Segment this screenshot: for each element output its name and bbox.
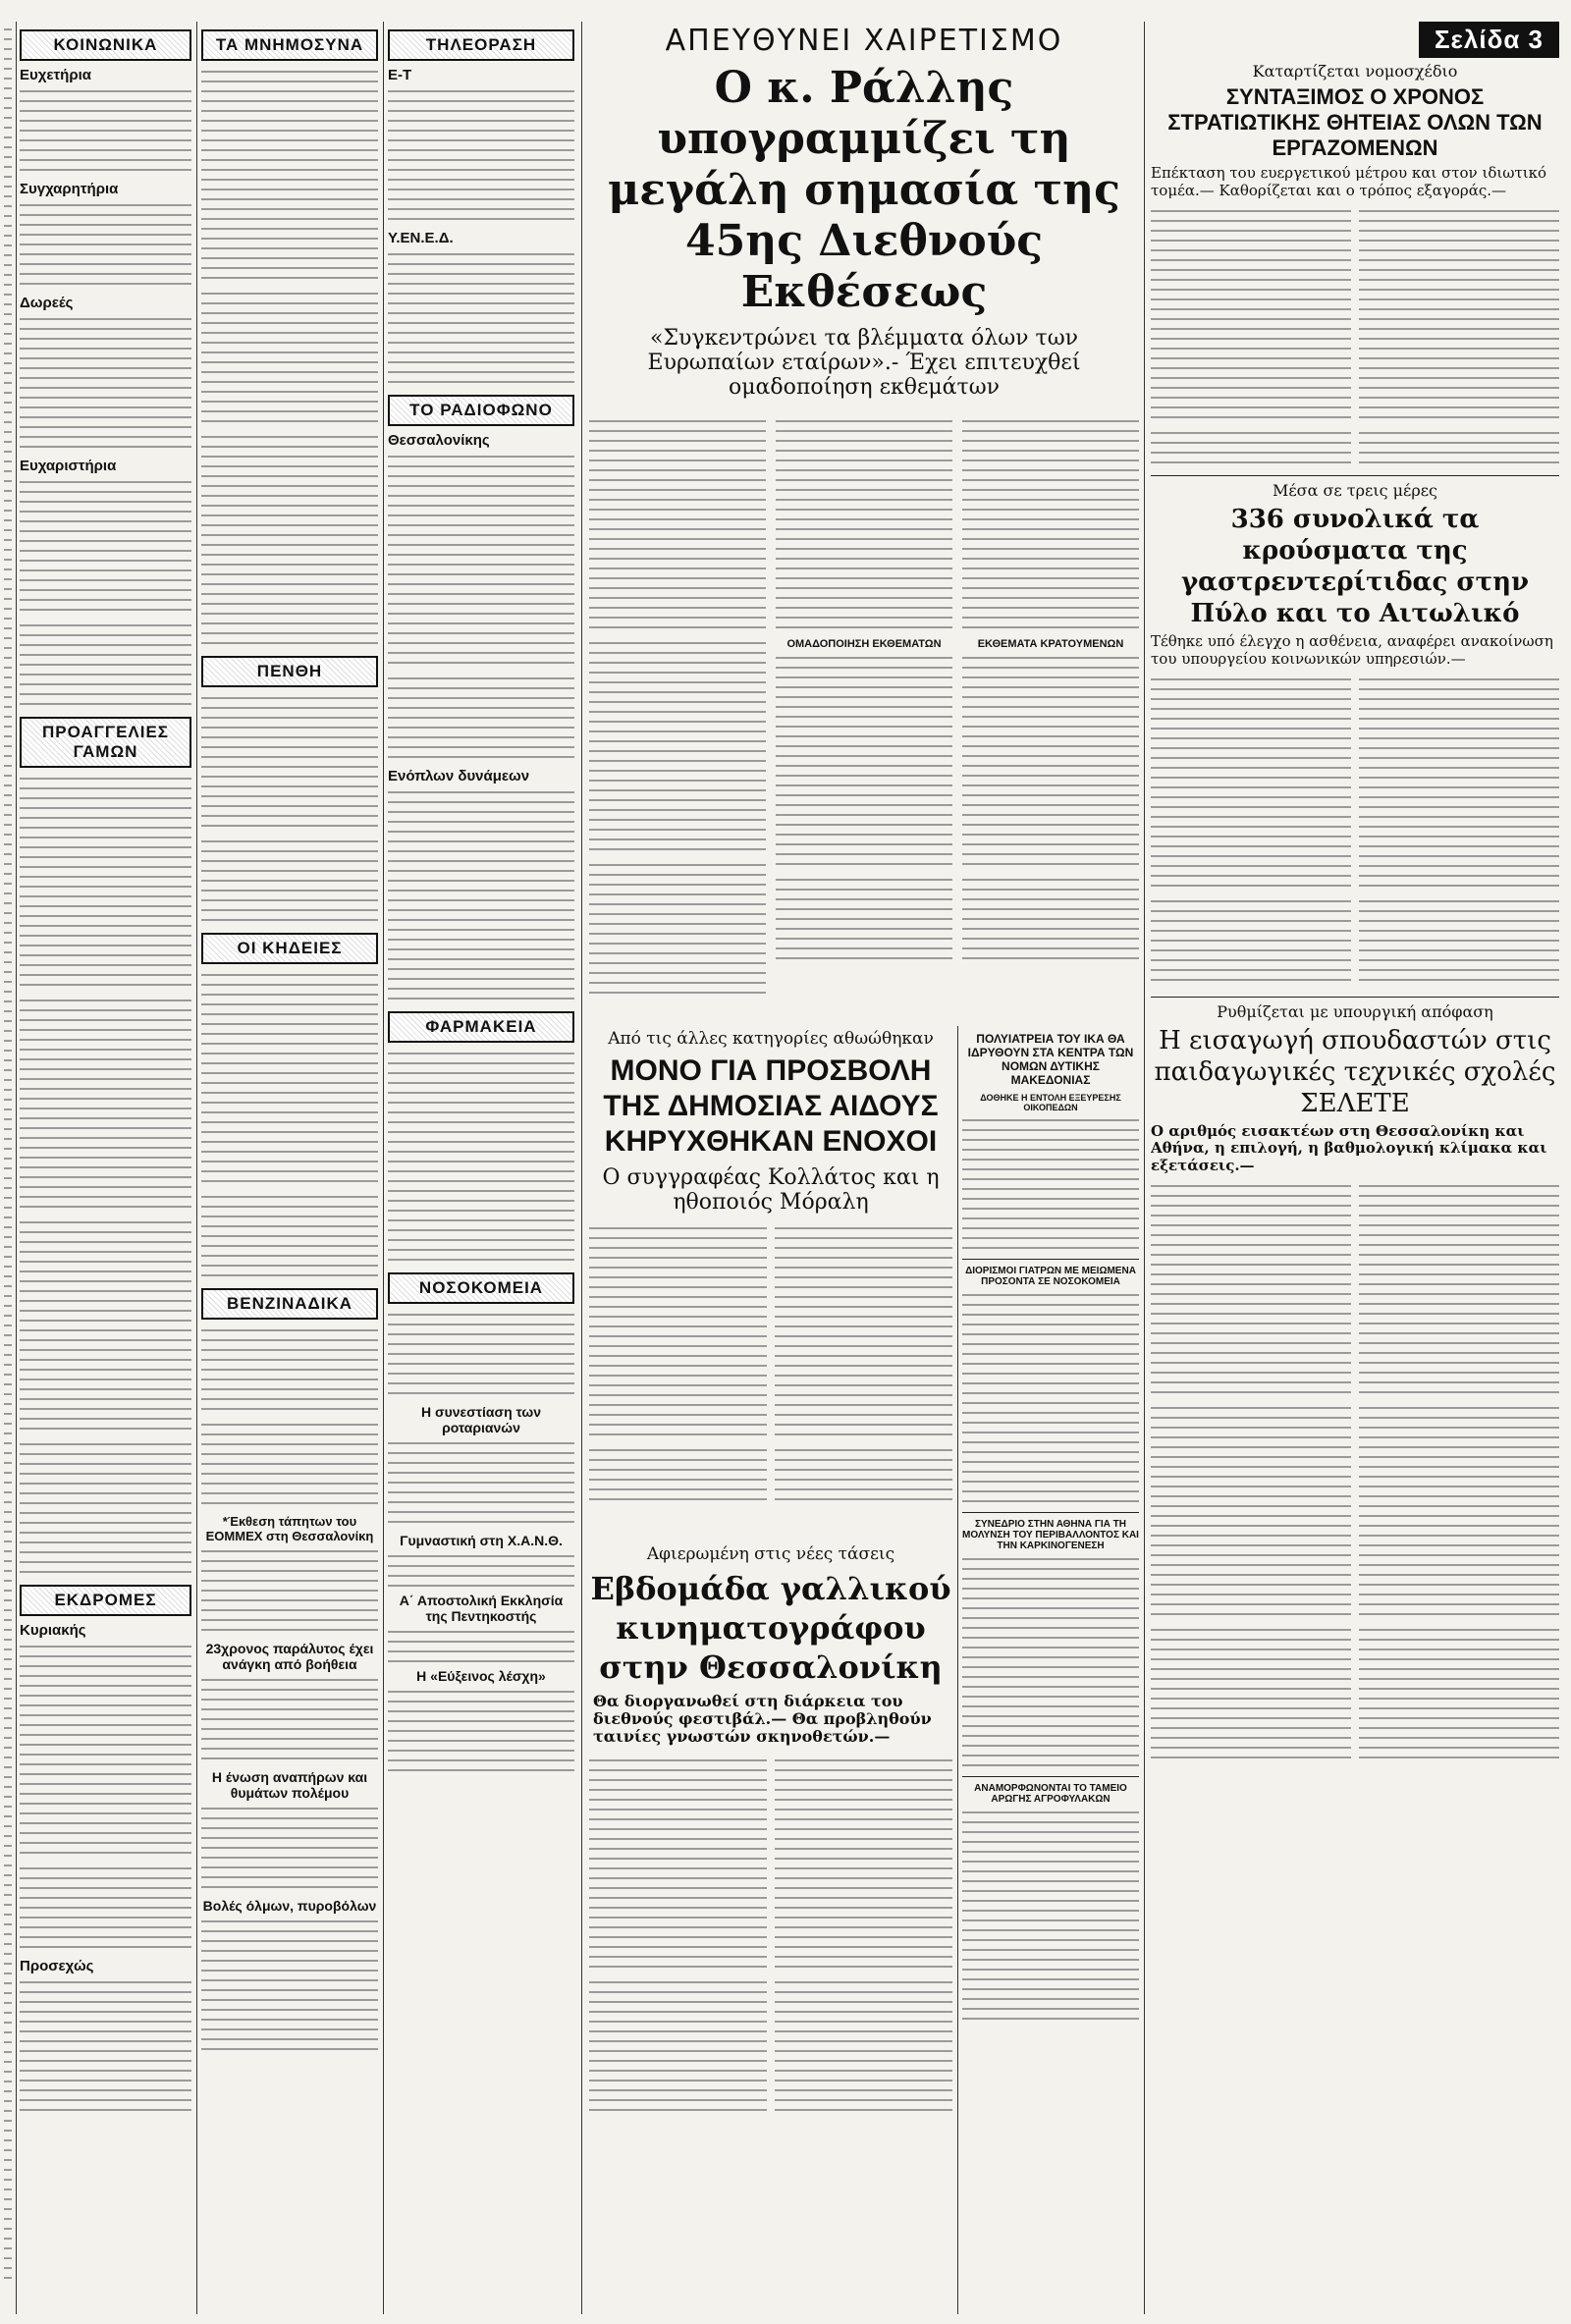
page-number-badge: Σελίδα 3	[1419, 22, 1559, 58]
section-head: ΒΕΝΖΙΝΑΔΙΚΑ	[201, 1288, 378, 1320]
story-public-decency	[589, 1026, 952, 1507]
story-head: Α΄ Αποστολική Εκκλησία της Πεντηκοστής	[399, 1593, 564, 1624]
right-headline: Η εισαγωγή σπουδαστών στις παιδαγωγικές τεχνικές σχολές ΣΕΛΕΤΕ	[1154, 1026, 1556, 1119]
short-subhead: ΔΟΘΗΚΕ Η ΕΝΤΟΛΗ ΕΞΕΥΡΕΣΗΣ ΟΙΚΟΠΕΔΩΝ	[980, 1093, 1121, 1112]
short-head: ΔΙΟΡΙΣΜΟΙ ΓΙΑΤΡΩΝ ΜΕ ΜΕΙΩΜΕΝΑ ΠΡΟΣΟΝΤΑ ΣΕ ΝΟΣΟΚΟΜΕΙΑ	[965, 1266, 1136, 1287]
column-social	[20, 22, 191, 2314]
story-head: 23χρονος παράλυτος έχει ανάγκη από βοήθεια	[205, 1641, 374, 1672]
lead-subhead: ΟΜΑΔΟΠΟΙΗΣΗ ΕΚΘΕΜΑΤΩΝ	[786, 638, 942, 651]
subhead: Ενόπλων δυνάμεων	[388, 768, 530, 784]
column-memorials	[201, 22, 378, 2314]
lead-deck: «Συγκεντρώνει τα βλέμματα όλων των Ευρωπαίων εταίρων».- Έχει επιτευχθεί ομαδοποίηση εκθεμάτων	[647, 325, 1081, 401]
right-deck: Τέθηκε υπό έλεγχο η ασθένεια, αναφέρει ανακοίνωση του υπουργείου κοινωνικών υπηρεσιών.—	[1151, 632, 1553, 668]
column-tv-radio	[388, 22, 574, 2314]
section-head: ΚΟΙΝΩΝΙΚΑ	[20, 29, 191, 61]
short-head: ΣΥΝΕΔΡΙΟ ΣΤΗΝ ΑΘΗΝΑ ΓΙΑ ΤΗ ΜΟΛΥΝΣΗ ΤΟΥ ΠΕΡΙΒΑΛΛΟΝΤΟΣ ΚΑΙ ΤΗΝ ΚΑΡΚΙΝΟΓΕΝΕΣΗ	[962, 1519, 1139, 1551]
story-deck: Θα διοργανωθεί στη διάρκεια του διεθνούς φεστιβάλ.— Θα προβληθούν ταινίες γνωστών σκηνοθετών.—	[593, 1691, 932, 1747]
subhead: Προσεχώς	[20, 1958, 94, 1974]
subhead: Ευχαριστήρια	[20, 458, 117, 474]
section-head: ΟΙ ΚΗΔΕΙΕΣ	[201, 933, 378, 964]
story-head: Η «Εύξεινος λέσχη»	[416, 1668, 546, 1684]
subhead: Θεσσαλονίκης	[388, 432, 490, 449]
lead-story	[589, 22, 1139, 1023]
right-kicker: Μέσα σε τρεις μέρες	[1273, 480, 1437, 500]
column-right	[1151, 59, 1559, 2314]
story-deck: Ο συγγραφέας Κολλάτος και η ηθοποιός Μόραλη	[602, 1164, 940, 1215]
story-kicker: Από τις άλλες κατηγορίες αθωώθηκαν	[608, 1029, 934, 1049]
lead-kicker: ΑΠΕΥΘΥΝΕΙ ΧΑΙΡΕΤΙΣΜΟ	[665, 24, 1063, 58]
section-head: ΠΡΟΑΓΓΕΛΙΕΣ ΓΑΜΩΝ	[20, 717, 191, 768]
subhead: Συγχαρητήρια	[20, 181, 119, 197]
right-deck: Ο αριθμός εισακτέων στη Θεσσαλονίκη και Αθήνα, η επιλογή, η βαθμολογική κλίμακα και εξετάσεις.—	[1151, 1122, 1547, 1174]
story-head: Η ένωση αναπήρων και θυμάτων πολέμου	[211, 1769, 368, 1801]
subhead: Ε-Τ	[388, 67, 412, 83]
story-headline: ΜΟΝΟ ΓΙΑ ΠΡΟΣΒΟΛΗ ΤΗΣ ΔΗΜΟΣΙΑΣ ΑΙΔΟΥΣ ΚΗΡΥΧΘΗΚΑΝ ΕΝΟΧΟΙ	[603, 1054, 939, 1158]
story-head: *Έκθεση τάπητων του ΕΟΜΜΕΧ στη Θεσσαλονίκη	[205, 1514, 374, 1543]
right-kicker: Ρυθμίζεται με υπουργική απόφαση	[1217, 1001, 1493, 1021]
right-kicker: Καταρτίζεται νομοσχέδιο	[1252, 62, 1458, 81]
subhead: Κυριακής	[20, 1622, 86, 1639]
lead-subhead-2: ΕΚΘΕΜΑΤΑ ΚΡΑΤΟΥΜΕΝΩΝ	[977, 638, 1124, 651]
section-head: ΝΟΣΟΚΟΜΕΙΑ	[388, 1272, 574, 1304]
subhead: Δωρεές	[20, 295, 74, 311]
section-head: ΠΕΝΘΗ	[201, 656, 378, 687]
story-head: Βολές όλμων, πυροβόλων	[202, 1898, 377, 1914]
left-edge-text	[4, 22, 12, 2314]
story-head: Γυμναστική στη Χ.Α.Ν.Θ.	[400, 1533, 563, 1548]
short-head: ΑΝΑΜΟΡΦΩΝΟΝΤΑΙ ΤΟ ΤΑΜΕΙΟ ΑΡΩΓΗΣ ΑΓΡΟΦΥΛΑΚΩΝ	[974, 1783, 1127, 1805]
right-headline: 336 συνολικά τα κρούσματα της γαστρεντερίτιδας στην Πύλο και το Αιτωλικό	[1180, 505, 1530, 629]
subhead: Ευχετήρια	[20, 67, 92, 83]
section-head: ΤΗΛΕΟΡΑΣΗ	[388, 29, 574, 61]
story-french-cinema	[589, 1541, 952, 2314]
section-head: ΦΑΡΜΑΚΕΙΑ	[388, 1011, 574, 1043]
column-short-news	[962, 1026, 1139, 2314]
section-head: ΤΑ ΜΝΗΜΟΣΥΝΑ	[201, 29, 378, 61]
story-headline: Εβδομάδα γαλλικού κινηματογράφου στην Θεσσαλονίκη	[590, 1569, 951, 1686]
section-head: ΤΟ ΡΑΔΙΟΦΩΝΟ	[388, 395, 574, 426]
story-kicker: Αφιερωμένη στις νέες τάσεις	[646, 1544, 895, 1564]
short-head: ΠΟΛΥΙΑΤΡΕΙΑ ΤΟΥ ΙΚΑ ΘΑ ΙΔΡΥΘΟΥΝ ΣΤΑ ΚΕΝΤΡΑ ΤΩΝ ΝΟΜΩΝ ΔΥΤΙΚΗΣ ΜΑΚΕΔΟΝΙΑΣ	[967, 1032, 1134, 1087]
section-head: ΕΚΔΡΟΜΕΣ	[20, 1585, 191, 1616]
subhead: Υ.ΕΝ.Ε.Δ.	[388, 230, 454, 246]
lead-headline: Ο κ. Ράλλης υπογραμμίζει τη μεγάλη σημασία της 45ης Διεθνούς Εκθέσεως	[608, 62, 1120, 317]
story-head: Η συνεστίαση των ροταριανών	[421, 1404, 541, 1435]
right-deck: Επέκταση του ευεργετικού μέτρου και στον ιδιωτικό τομέα.— Καθορίζεται και ο τρόπος εξαγοράς.—	[1151, 164, 1547, 199]
right-headline: ΣΥΝΤΑΞΙΜΟΣ Ο ΧΡΟΝΟΣ ΣΤΡΑΤΙΩΤΙΚΗΣ ΘΗΤΕΙΑΣ ΟΛΩΝ ΤΩΝ ΕΡΓΑΖΟΜΕΝΩΝ	[1167, 84, 1543, 161]
